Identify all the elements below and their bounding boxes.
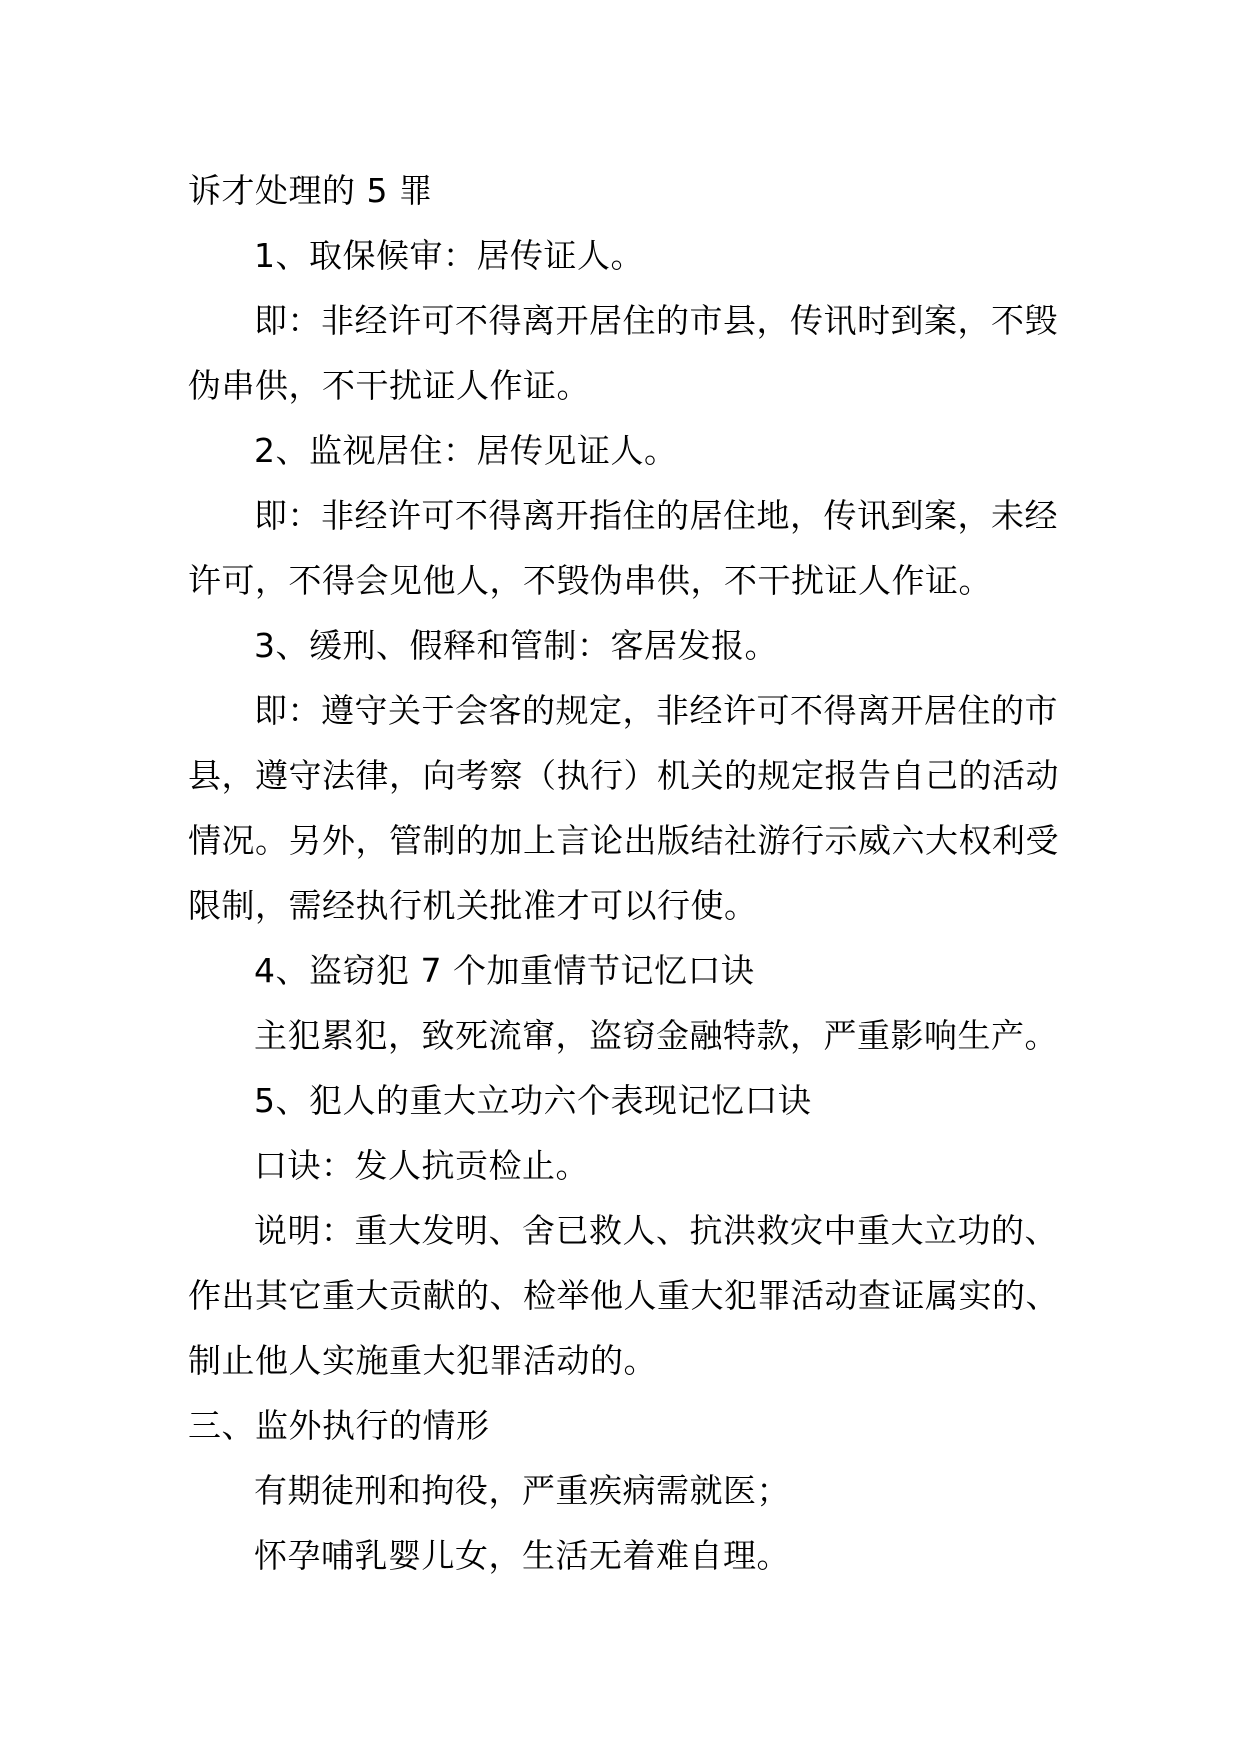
- text-line: 即：遵守关于会客的规定，非经许可不得离开居住的市: [254, 691, 1058, 730]
- text-line: 2、监视居住：居传见证人。: [254, 431, 678, 470]
- text-line: 即：非经许可不得离开指住的居住地，传讯到案，未经: [254, 496, 1058, 535]
- text-line: 4、盗窃犯 7 个加重情节记忆口诀: [254, 951, 755, 990]
- text-line: 怀孕哺乳婴儿女，生活无着难自理。: [254, 1536, 790, 1575]
- text-line: 三、监外执行的情形: [188, 1406, 490, 1445]
- document-body: [188, 158, 1068, 1588]
- text-line: 有期徒刑和拘役，严重疾病需就医；: [254, 1471, 790, 1510]
- text-line: 主犯累犯，致死流窜，盗窃金融特款，严重影响生产。: [254, 1016, 1058, 1055]
- text-line: 3、缓刑、假释和管制：客居发报。: [254, 626, 778, 665]
- text-line: 许可，不得会见他人，不毁伪串供，不干扰证人作证。: [188, 561, 992, 600]
- text-line: 限制，需经执行机关批准才可以行使。: [188, 886, 758, 925]
- text-line: 口诀：发人抗贡检止。: [254, 1146, 589, 1185]
- text-line: 县，遵守法律，向考察（执行）机关的规定报告自己的活动: [188, 756, 1059, 795]
- text-line: 伪串供，不干扰证人作证。: [188, 366, 590, 405]
- text-line: 5、犯人的重大立功六个表现记忆口诀: [254, 1081, 812, 1120]
- text-line: 说明：重大发明、舍已救人、抗洪救灾中重大立功的、: [254, 1211, 1058, 1250]
- text-line: 制止他人实施重大犯罪活动的。: [188, 1341, 657, 1380]
- text-line: 诉才处理的 5 罪: [188, 171, 433, 210]
- text-line: 作出其它重大贡献的、检举他人重大犯罪活动查证属实的、: [188, 1276, 1059, 1315]
- text-line: 1、取保候审：居传证人。: [254, 236, 644, 275]
- text-line: 情况。另外，管制的加上言论出版结社游行示威六大权利受: [188, 821, 1059, 860]
- text-line: 即：非经许可不得离开居住的市县，传讯时到案，不毁: [254, 301, 1058, 340]
